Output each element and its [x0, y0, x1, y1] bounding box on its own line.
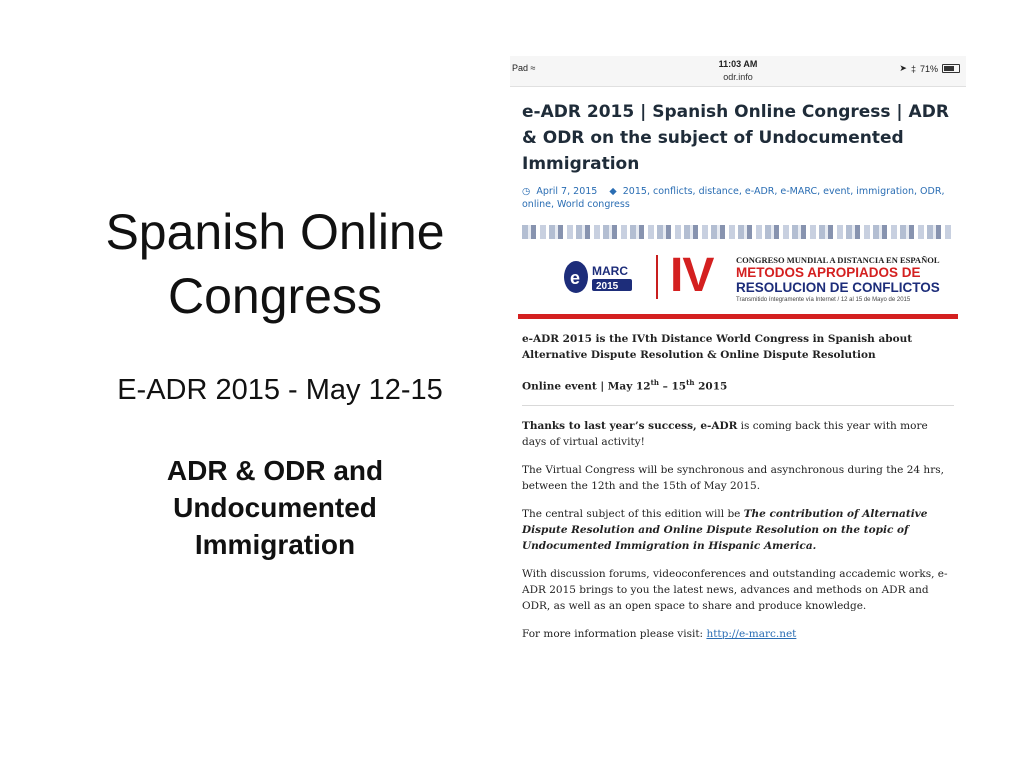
- banner-line2: METODOS APROPIADOS DE: [736, 265, 921, 280]
- event-mid: – 15: [658, 380, 687, 393]
- status-device-label: Pad: [512, 63, 529, 73]
- more-info-link[interactable]: http://e-marc.net: [706, 627, 797, 640]
- slide-title: [30, 200, 520, 328]
- page-content: [510, 99, 966, 642]
- address-bar-url[interactable]: odr.info: [723, 72, 753, 82]
- event-sup1: th: [650, 378, 659, 387]
- divider: [522, 405, 954, 406]
- paragraph-1: [522, 418, 954, 450]
- slide-title-line1: Spanish Online: [105, 204, 445, 260]
- slide-subtitle: E-ADR 2015 - May 12-15: [117, 374, 443, 406]
- event-line: [522, 375, 954, 395]
- logo-text-top: MARC: [592, 264, 628, 278]
- logo-text-bottom: 2015: [596, 281, 619, 292]
- para1-bold: Thanks to last year’s success, e-ADR: [522, 419, 738, 432]
- banner-line4: Transmitido íntegramente vía Internet / 12 al 15 de Mayo de 2015: [736, 297, 911, 303]
- slide-title-line2: Congress: [168, 268, 382, 324]
- event-sup2: th: [686, 378, 695, 387]
- banner-red-bar: [518, 314, 958, 319]
- event-prefix: Online event | May 12: [522, 380, 651, 393]
- status-bar: [510, 56, 966, 87]
- banner-line1: CONGRESO MUNDIAL A DISTANCIA EN ESPAÑOL: [736, 255, 940, 265]
- slide-topic-line1: ADR & ODR and: [166, 455, 384, 486]
- battery-icon: [942, 64, 960, 73]
- para1-rest: is coming back this year with more days of virtual activity!: [522, 419, 928, 448]
- post-date[interactable]: April 7, 2015: [536, 186, 598, 197]
- phone-screenshot: [510, 56, 966, 676]
- location-icon: ➤: [899, 63, 907, 73]
- paragraph-4: With discussion forums, videoconferences and outstanding accademic works, e-ADR 2015 brings to you the latest news, advances and methods on ADR and ODR, as well as an open space to share and produce knowledge.: [522, 567, 948, 612]
- post-tags[interactable]: 2015, conflicts, distance, e-ADR, e-MARC, event, immigration, ODR, online, World congress: [522, 186, 945, 210]
- tag-icon: ◆: [609, 186, 617, 197]
- status-time: 11:03 AM: [718, 59, 758, 69]
- slide-topic-line2: Undocumented: [173, 492, 377, 523]
- battery-percent: 71%: [919, 63, 938, 74]
- paragraph-3: [522, 506, 954, 554]
- status-right: [899, 63, 960, 74]
- slide-topic: [125, 452, 425, 563]
- event-suffix: 2015: [694, 380, 728, 393]
- svg-text:e: e: [570, 268, 581, 288]
- wifi-icon: ≈: [530, 63, 536, 73]
- article-body: [522, 331, 954, 642]
- paragraph-5: [522, 626, 954, 642]
- post-title[interactable]: e-ADR 2015 | Spanish Online Congress | ADR & ODR on the subject of Undocumented Immigration: [522, 102, 949, 174]
- banner-line3: RESOLUCION DE CONFLICTOS: [736, 280, 940, 295]
- banner-text: [736, 255, 966, 303]
- bluetooth-icon: ‡: [910, 63, 916, 74]
- pixelated-strip: [522, 225, 954, 239]
- lead-paragraph: e-ADR 2015 is the IVth Distance World Congress in Spanish about Alternative Dispute Resolution & Online Dispute Resolution: [522, 333, 913, 361]
- banner-divider: [656, 255, 658, 299]
- paragraph-2: The Virtual Congress will be synchronous and asynchronous during the 24 hrs, between the 12th and the 15th of May 2015.: [522, 463, 944, 492]
- slide-text-block: [40, 200, 530, 563]
- emarc-logo: [562, 255, 654, 301]
- para3-start: The central subject of this edition will be: [522, 507, 744, 520]
- para3-emphasis: The contribution of Alternative Dispute Resolution and Online Dispute Resolution on the topic of Undocumented Immigration in Hispanic America.: [522, 507, 928, 552]
- banner-roman-numeral: IV: [670, 249, 714, 302]
- para5-start: For more information please visit:: [522, 627, 707, 640]
- clock-icon: ◷: [522, 186, 531, 197]
- congress-banner: [522, 249, 954, 319]
- post-meta: [522, 185, 954, 211]
- slide-topic-line3: Immigration: [194, 529, 356, 560]
